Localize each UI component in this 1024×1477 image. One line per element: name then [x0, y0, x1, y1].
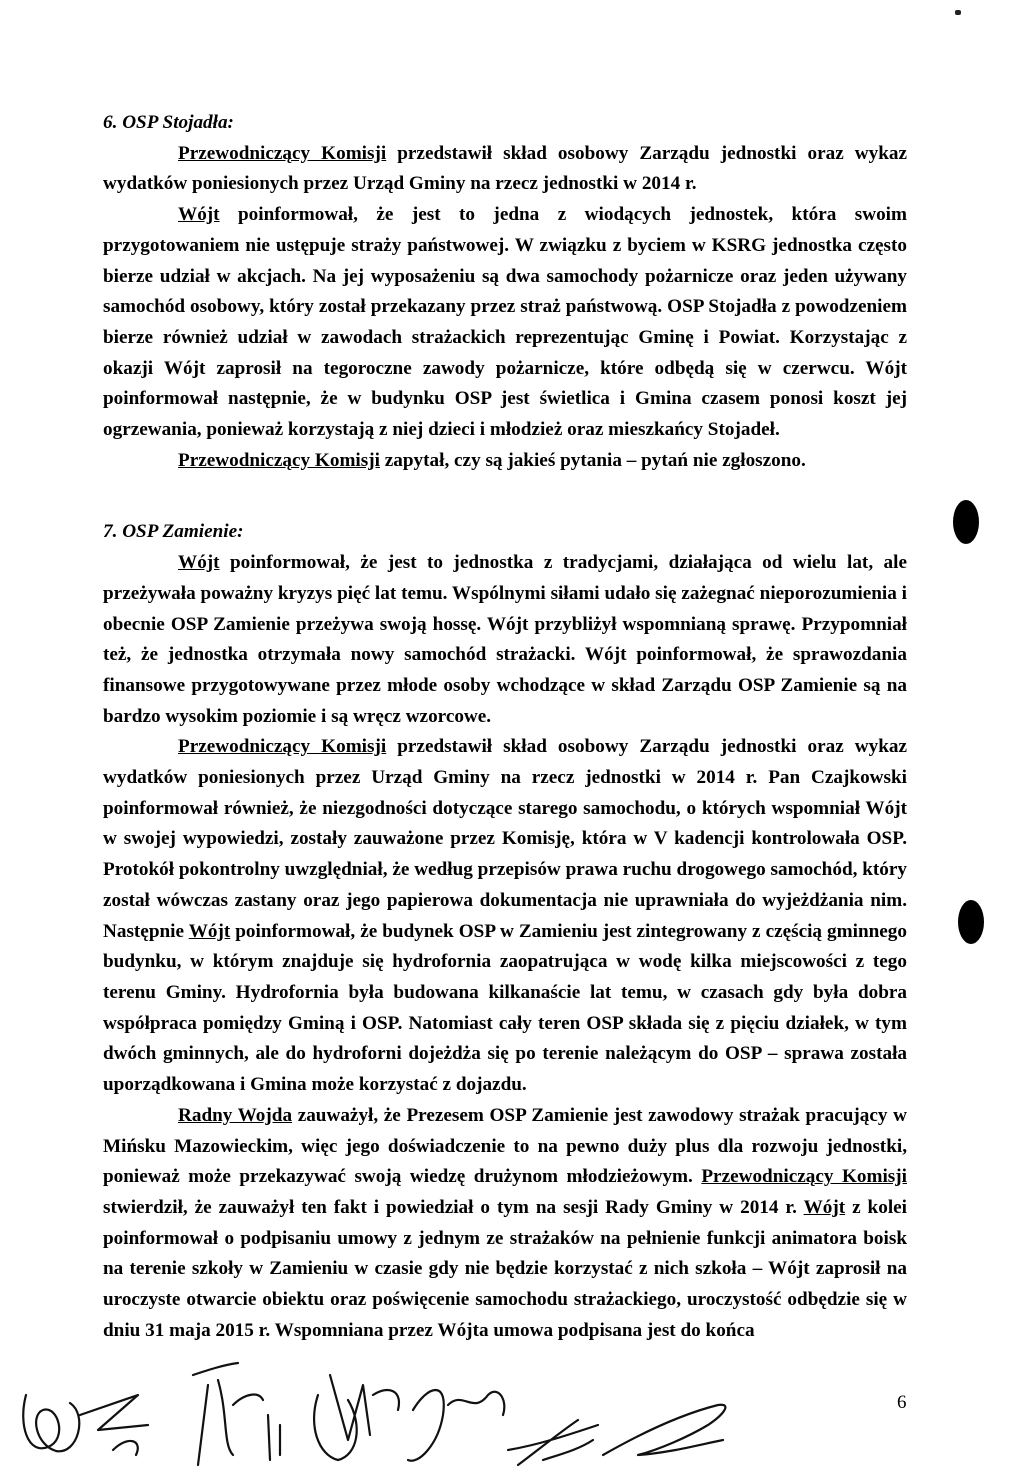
- paragraph-text: poinformował, że budynek OSP w Zamieniu jest zintegrowany z częścią gminnego budynku, w którym znajduje się hydrofornia zaopatrująca w wodę kilka miejscowości z tego terenu Gminy. Hydrofornia była budowana kilkanaście lat temu, w czasach gdy była dobra współpraca pomiędzy Gminą i OSP. Natomiast cały teren OSP składa się z pięciu działek, w tym dwóch gminnych, ale do hydroforni dojeżdża się po terenie należącym do OSP – sprawa została uporządkowana i Gmina może korzystać z dojazdu.: [103, 920, 907, 1096]
- section-spacer: [103, 476, 907, 517]
- handwritten-signatures: [18, 1355, 778, 1470]
- paragraph-text: zauważył, że Prezesem OSP Zamienie jest zawodowy strażak pracujący w Mińsku Mazowieckim, więc jego doświadczenie to na pewno duży plus dla rozwoju jednostki, ponieważ może przekazywać swoją wiedzę drużynom młodzieżowym.: [103, 1104, 907, 1188]
- document-body: [103, 108, 907, 1346]
- signature-5: [408, 1390, 504, 1461]
- paragraph: [103, 548, 907, 732]
- paragraph-text: poinformował, że jest to jednostka z tradycjami, działająca od wielu lat, ale przeżywała poważny kryzys pięć lat temu. Wspólnymi siłami udało się zażegnać nieporozumienia i obecnie OSP Zamienie przeżywa swoją hossę. Wójt przybliżył wspomnianą sprawę. Przypomniał też, że jednostka otrzymała nowy samochód strażacki. Wójt poinformował, że sprawozdania finansowe przygotowywane przez młode osoby wchodzące w skład Zarządu OSP Zamienie są na bardzo wysokim poziomie i są wręcz wzorcowe.: [103, 552, 907, 727]
- paragraph-text: przedstawił skład osobowy Zarządu jednostki oraz wykaz wydatków poniesionych przez Urząd Gminy na rzecz jednostki w 2014 r. Pan Czajkowski poinformował również, że niezgodności dotyczące starego samochodu, o których wspomniał Wójt w swojej wypowiedzi, zostały zauważone przez Komisję, która w V kadencji kontrolowała OSP. Protokół pokontrolny uwzględniał, że według przepisów prawa ruchu drogowego samochód, który został wówczas zastany oraz jego papierowa dokumentacja nie uprawniała do wyjeżdżania nim. Następnie: [103, 736, 907, 942]
- paragraph: [103, 1101, 907, 1347]
- page-number: 6: [897, 1392, 907, 1413]
- scan-mark: [955, 10, 961, 15]
- punch-hole-mark: [958, 900, 984, 944]
- section-heading: 7. OSP Zamienie:: [103, 521, 244, 543]
- signature-3: [193, 1363, 280, 1465]
- speaker-name: Wójt: [178, 204, 220, 226]
- speaker-name: Wójt: [188, 920, 231, 942]
- paragraph-text: przedstawił skład osobowy Zarządu jednostki oraz wykaz wydatków poniesionych przez Urząd Gminy na rzecz jednostki w 2014 r.: [103, 142, 907, 195]
- speaker-name: Przewodniczący Komisji: [178, 142, 387, 164]
- speaker-name: Przewodniczący Komisji: [701, 1166, 907, 1188]
- signature-2: [80, 1395, 148, 1455]
- paragraph: [103, 446, 907, 477]
- paragraph-text: poinformował, że jest to jedna z wiodących jednostek, która swoim przygotowaniem nie ustępuje straży państwowej. W związku z byciem w KSRG jednostka często bierze udział w akcjach. Na jej wyposażeniu są dwa samochody pożarnicze oraz jeden używany samochód osobowy, który został przekazany przez straż państwową. OSP Stojadła z powodzeniem bierze również udział w zawodach strażackich reprezentując Gminę i Powiat. Korzystając z okazji Wójt zaprosił na tegoroczne zawody pożarnicze, które odbędą się w czerwcu. Wójt poinformował następnie, że w budynku OSP jest świetlica i Gmina czasem ponosi koszt jej ogrzewania, ponieważ korzystają z niej dzieci i młodzież oraz mieszkańcy Stojadeł.: [103, 204, 907, 441]
- punch-hole-mark: [953, 500, 979, 544]
- signature-7: [603, 1405, 725, 1455]
- speaker-name: Przewodniczący Komisji: [178, 449, 380, 471]
- signature-6: [508, 1420, 598, 1465]
- speaker-name: Wójt: [803, 1196, 846, 1218]
- paragraph: [103, 139, 907, 200]
- paragraph: [103, 200, 907, 446]
- signature-1: [23, 1395, 79, 1451]
- signature-4: [314, 1375, 399, 1460]
- section-heading: 6. OSP Stojadła:: [103, 112, 234, 133]
- paragraph: [103, 732, 907, 1100]
- speaker-name: Przewodniczący Komisji: [178, 736, 387, 758]
- speaker-name: Wójt: [178, 552, 220, 574]
- speaker-name: Radny Wojda: [178, 1104, 293, 1126]
- paragraph-text: z kolei poinformował o podpisaniu umowy z jednym ze strażaków na pełnienie funkcji animatora boisk na terenie szkoły w Zamieniu w czasie gdy nie będzie korzystać z nich szkoła – Wójt zaprosił na uroczyste otwarcie obiektu oraz poświęcenie samochodu strażackiego, uroczystość odbędzie się w dniu 31 maja 2015 r. Wspomniana przez Wójta umowa podpisana jest do końca: [103, 1196, 907, 1341]
- paragraph-text: zapytał, czy są jakieś pytania – pytań nie zgłoszono.: [379, 449, 806, 471]
- paragraph-text: stwierdził, że zauważył ten fakt i powiedział o tym na sesji Rady Gminy w 2014 r.: [103, 1196, 804, 1218]
